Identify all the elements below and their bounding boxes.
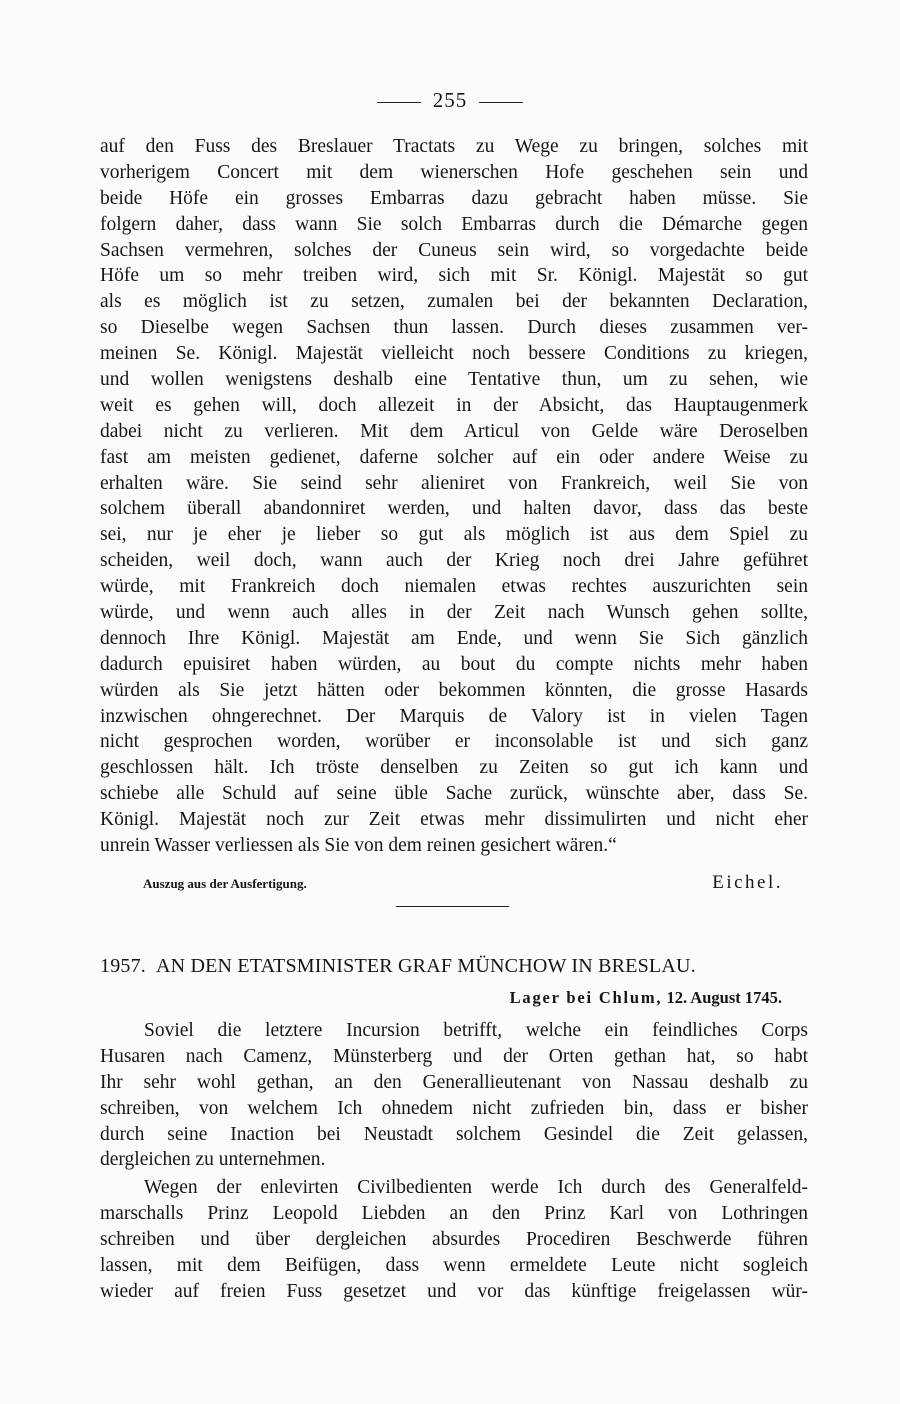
text-line: würde, mit Frankreich doch niemalen etwas rechtes auszurichten sein: [100, 576, 808, 598]
letter-text: [100, 134, 808, 859]
text-line: dadurch epuisiret haben würden, au bout du compte nichts mehr haben: [100, 653, 808, 675]
text-line: folgern daher, dass wann Sie solch Embarras durch die Démarche gegen: [100, 213, 808, 235]
text-line: geschlossen hält. Ich tröste denselben zu Zeiten so gut ich kann und: [100, 757, 808, 779]
text-line: Soviel die letztere Incursion betrifft, welche ein feindliches Corps: [144, 1020, 808, 1041]
dateline-date: 12. August 1745.: [666, 988, 782, 1007]
text-line: wieder auf freien Fuss gesetzet und vor das künftige freigelassen wür-: [100, 1280, 808, 1302]
text-line: auf den Fuss des Breslauer Tractats zu Wege zu bringen, solches mit: [100, 136, 808, 157]
text-line: durch seine Inaction bei Neustadt solchem Gesindel die Zeit gelassen,: [100, 1123, 808, 1145]
text-line: unrein Wasser verliessen als Sie von dem reinen gesichert wären.“: [100, 835, 617, 857]
text-line: als es möglich ist zu setzen, zumalen bei der bekannten Declaration,: [100, 291, 808, 313]
page-header: [0, 88, 900, 113]
section-divider: [396, 906, 509, 907]
document-paragraph-2: [100, 1175, 808, 1304]
text-line: schreiben und über dergleichen absurdes Procediren Beschwerde führen: [100, 1228, 808, 1250]
text-line: erhalten wäre. Sie seind sehr alieniret von Frankreich, weil Sie von: [100, 472, 808, 494]
text-line: scheiden, weil doch, wann auch der Krieg noch drei Jahre geführet: [100, 550, 808, 572]
text-line: meinen Se. Königl. Majestät vielleicht noch bessere Conditions zu kriegen,: [100, 343, 808, 365]
text-line: fast am meisten gedienet, daferne solcher auf ein oder andere Weise zu: [100, 446, 808, 468]
text-line: Sachsen vermehren, solches der Cuneus sein wird, so vorgedachte beide: [100, 239, 808, 261]
text-line: marschalls Prinz Leopold Liebden an den Prinz Karl von Lothringen: [100, 1202, 808, 1224]
text-line: Königl. Majestät noch zur Zeit etwas mehr dissimulirten und nicht eher: [100, 809, 808, 831]
text-line: Höfe um so mehr treiben wird, sich mit Sr. Königl. Majestät so gut: [100, 265, 808, 287]
text-line: Ihr sehr wohl gethan, an den Generallieutenant von Nassau deshalb zu: [100, 1071, 808, 1093]
text-line: dergleichen zu unternehmen.: [100, 1149, 326, 1171]
text-line: sei, nur je eher je lieber so gut als möglich ist aus dem Spiel zu: [100, 524, 808, 546]
source-note: Auszug aus der Ausfertigung.: [143, 876, 307, 891]
text-line: würden als Sie jetzt hätten oder bekommen könnten, die grosse Hasards: [100, 679, 808, 701]
text-line: dabei nicht zu verlieren. Mit dem Articul von Gelde wäre Deroselben: [100, 420, 808, 442]
text-line: dennoch Ihre Königl. Majestät am Ende, und wenn Sie Sich gänzlich: [100, 627, 808, 649]
document-paragraph-1: [100, 1018, 808, 1173]
text-line: lassen, mit dem Beifügen, dass wenn ermeldete Leute nicht sogleich: [100, 1254, 808, 1276]
text-line: würde, und wenn auch alles in der Zeit nach Wunsch gehen sollte,: [100, 602, 808, 624]
text-line: weit es gehen will, doch allezeit in der Absicht, das Hauptaugenmerk: [100, 394, 808, 416]
text-line: inzwischen ohngerechnet. Der Marquis de Valory ist in vielen Tagen: [100, 705, 808, 727]
dateline: [510, 988, 782, 1008]
text-line: und wollen wenigstens deshalb eine Tentative thun, um zu sehen, wie: [100, 369, 808, 391]
text-line: schreiben, von welchem Ich ohnedem nicht zufrieden bin, dass er bisher: [100, 1097, 808, 1119]
document-title: AN DEN ETATSMINISTER GRAF MÜNCHOW IN BRESLAU.: [156, 955, 696, 977]
dateline-place: Lager bei Chlum,: [509, 988, 663, 1007]
text-line: vorherigem Concert mit dem wienerschen Hofe geschehen sein und: [100, 161, 808, 183]
header-rule-right: [479, 102, 523, 103]
text-line: beide Höfe ein grosses Embarras dazu gebracht haben müsse. Sie: [100, 187, 808, 209]
text-line: so Dieselbe wegen Sachsen thun lassen. Durch dieses zusammen ver-: [100, 317, 808, 339]
signature: Eichel.: [712, 872, 783, 893]
text-line: nicht gesprochen worden, worüber er inconsolable ist und sich ganz: [100, 731, 808, 753]
text-line: Wegen der enlevirten Civilbedienten werde Ich durch des Generalfeld-: [144, 1177, 808, 1198]
document-number: 1957.: [100, 955, 146, 977]
text-line: schiebe alle Schuld auf seine üble Sache zurück, wünschte aber, dass Se.: [100, 783, 808, 805]
letter-footer: [143, 872, 783, 898]
header-rule-left: [377, 102, 421, 103]
text-line: Husaren nach Camenz, Münsterberg und der Orten gethan hat, so habt: [100, 1045, 808, 1067]
text-line: solchem überall abandonniret werden, und halten davor, dass das beste: [100, 498, 808, 520]
document-heading: [100, 955, 808, 978]
page-number: 255: [432, 88, 468, 112]
